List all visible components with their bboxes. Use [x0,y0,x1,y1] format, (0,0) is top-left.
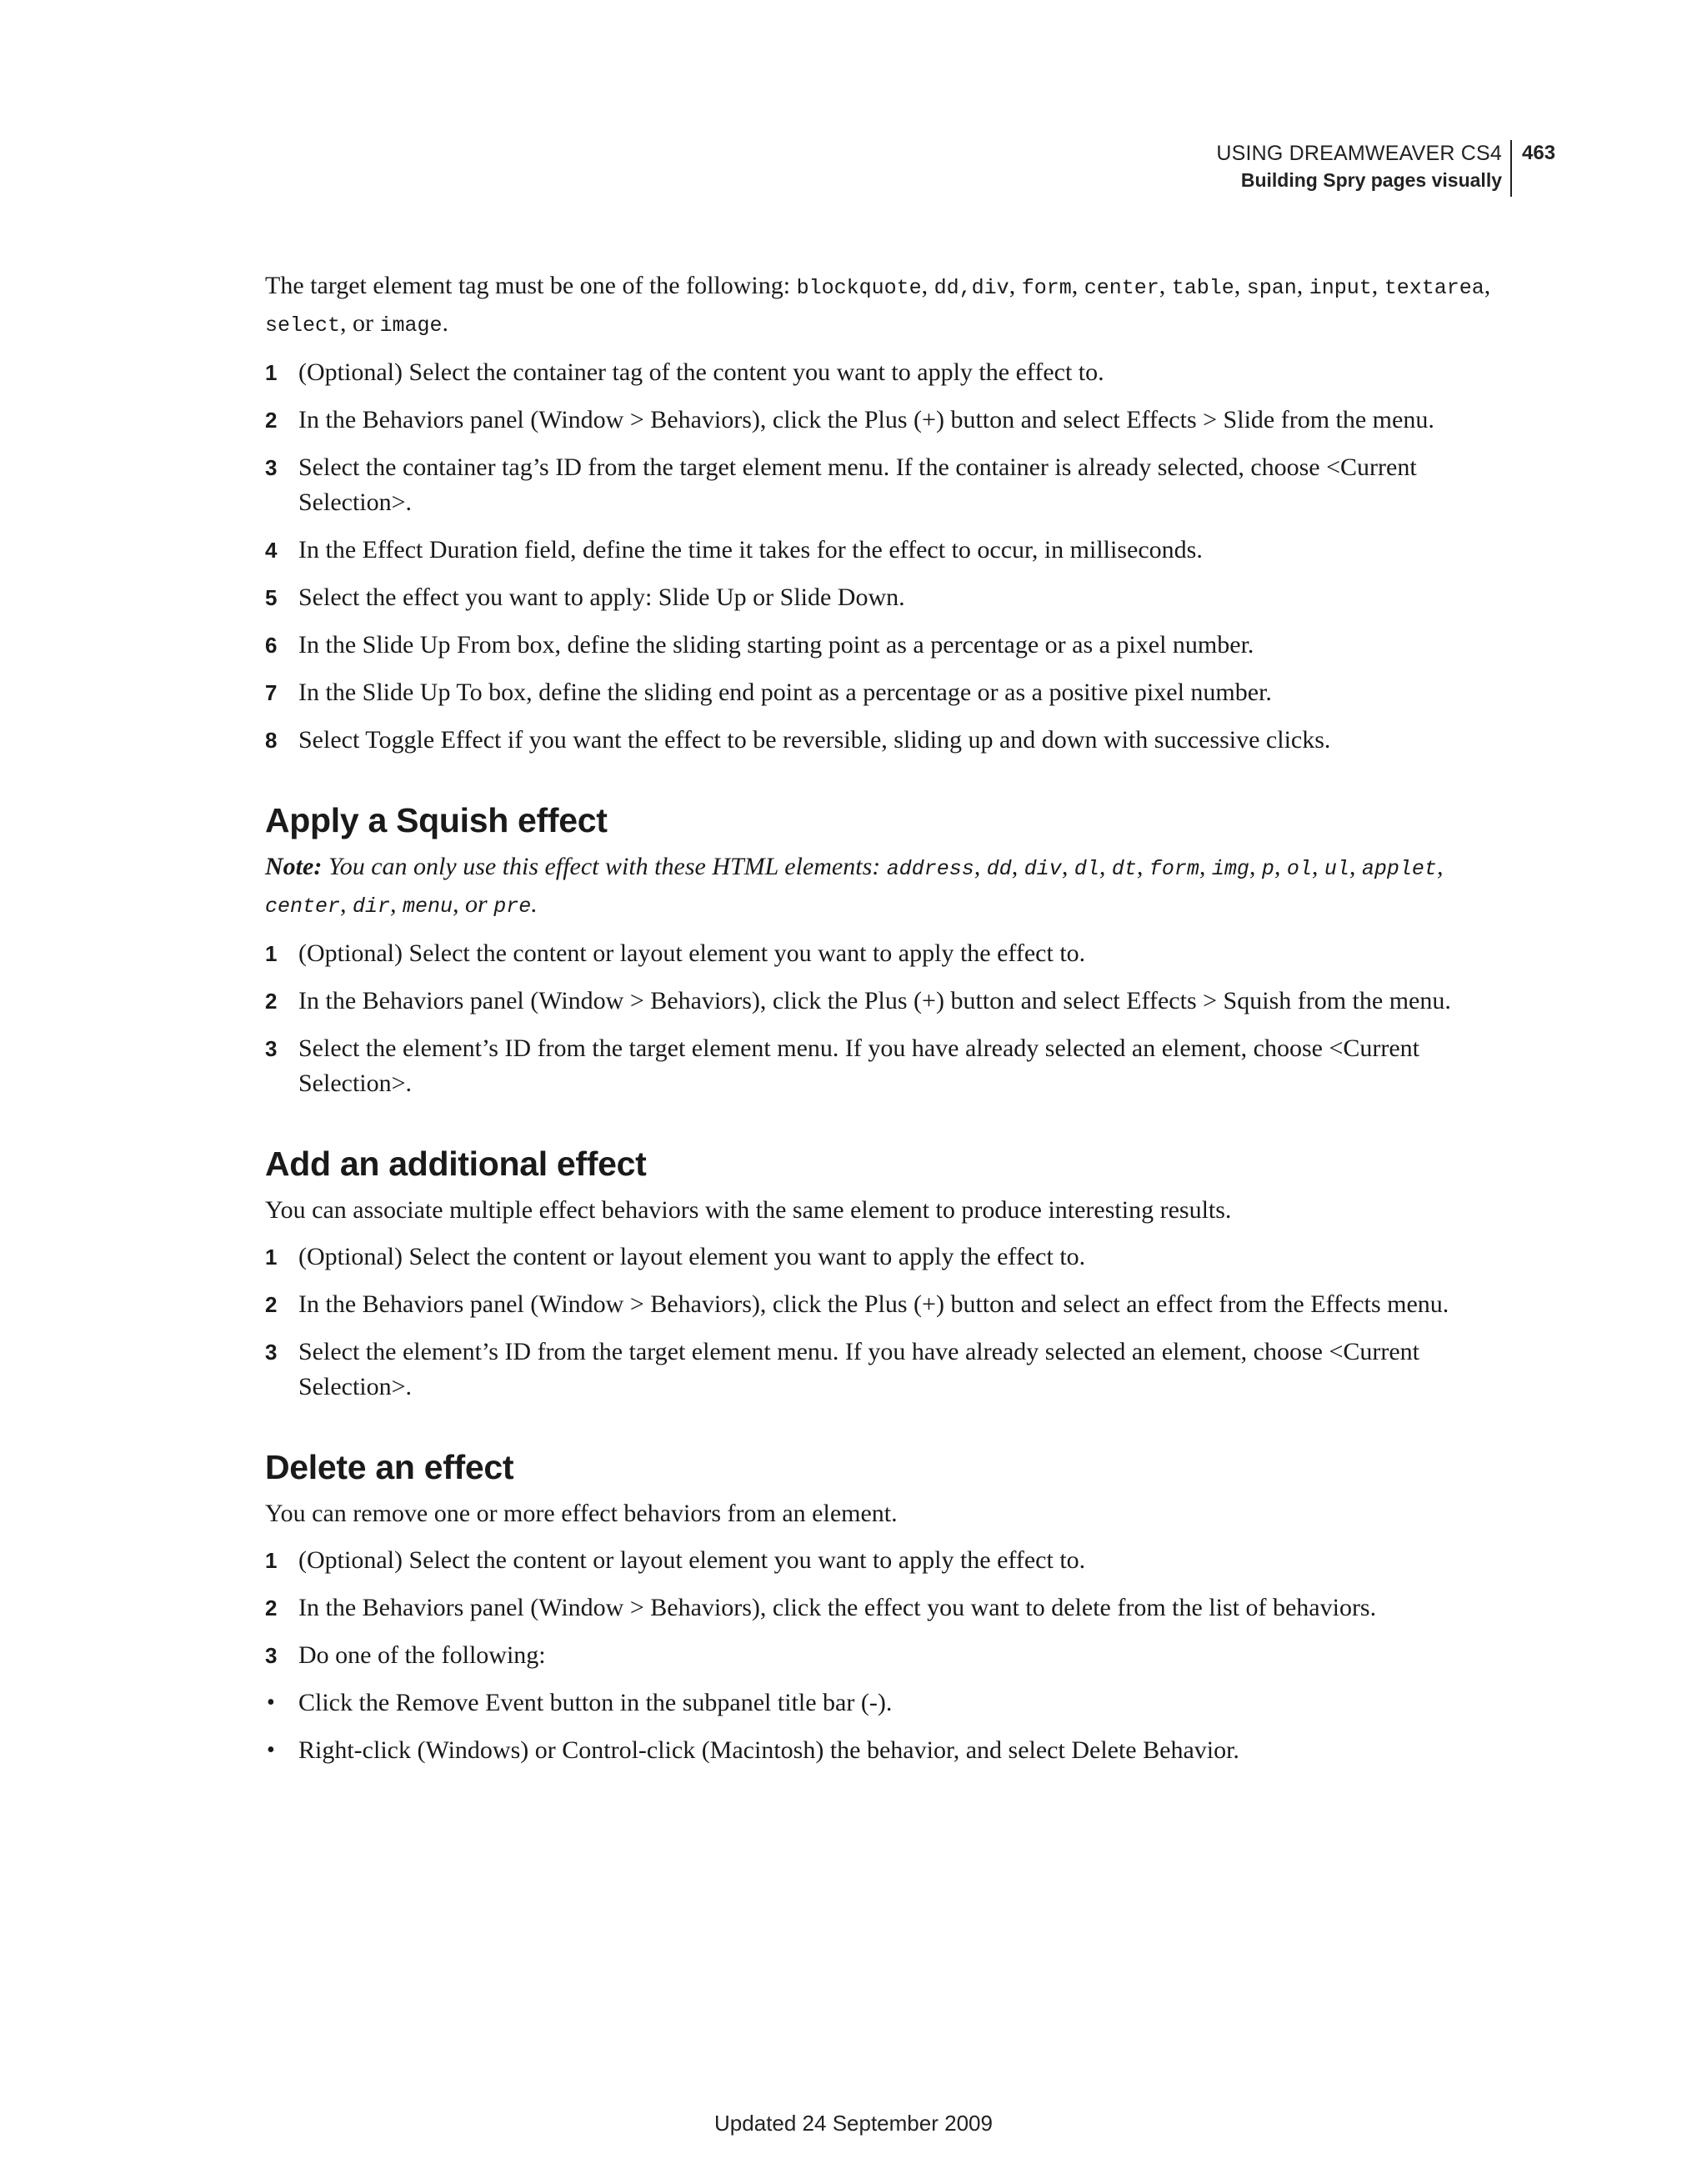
list-item [265,450,1515,520]
step-text: In the Effect Duration field, define the time it takes for the effect to occur, in milliseconds. [298,536,1203,564]
step-number: 6 [265,633,278,658]
tag-code: dir [353,894,391,919]
slide-steps-list [265,355,1515,758]
tag-code: pre [493,894,532,919]
step-text: (Optional) Select the content or layout element you want to apply the effect to. [298,939,1086,967]
intro-text: The target element tag must be one of the following: [265,272,797,299]
bullet-text: Click the Remove Event button in the subpanel title bar (-). [298,1689,893,1716]
step-text: Select the container tag’s ID from the target element menu. If the container is already selected, choose <Current Selection>. [298,453,1417,516]
delete-steps-list [265,1543,1515,1673]
punctuation: . [442,309,449,337]
step-number: 1 [265,941,278,966]
list-item [265,580,1515,615]
tag-code: form [1149,857,1199,881]
step-number: 8 [265,728,278,753]
step-text: Select the element’s ID from the target element menu. If you have already selected an element, choose <Current Selection>. [298,1338,1420,1400]
step-number: 1 [265,1548,278,1573]
bullet-text: Right-click (Windows) or Control-click (Macintosh) the behavior, and select Delete Behavior. [298,1736,1239,1764]
step-number: 3 [265,455,278,480]
step-number: 1 [265,1245,278,1270]
bullet-icon: • [267,1737,275,1763]
step-number: 2 [265,989,278,1014]
tag-code: img [1211,857,1249,881]
step-number: 5 [265,585,278,610]
tag-code: applet [1361,857,1437,881]
list-item [265,936,1515,971]
step-text: (Optional) Select the content or layout element you want to apply the effect to. [298,1546,1086,1574]
section-heading-squish: Apply a Squish effect [265,801,608,839]
tag-code: dl [1074,857,1099,881]
delete-bullets-list [265,1686,1515,1768]
tag-code: span [1246,276,1297,300]
step-text: In the Behaviors panel (Window > Behaviors), click the effect you want to delete from the list of behaviors. [298,1594,1377,1621]
page-number: 463 [1522,142,1556,164]
list-item [265,533,1515,568]
page-footer: Updated 24 September 2009 [714,2111,993,2136]
step-number: 3 [265,1643,278,1668]
section-heading-additional: Add an additional effect [265,1145,647,1183]
tag-code: select [265,313,341,338]
tag-code: textarea [1384,276,1484,300]
list-item [265,355,1515,390]
list-item [265,984,1515,1019]
squish-steps-list [265,936,1515,1101]
or-word: or [353,309,374,337]
step-text: Do one of the following: [298,1641,546,1669]
list-item [265,1686,1515,1721]
step-text: In the Slide Up From box, define the sliding starting point as a percentage or as a pixel number. [298,631,1254,659]
tag-code: center [1084,276,1159,300]
list-item [265,1287,1515,1322]
tag-code: image [379,313,443,338]
step-text: In the Slide Up To box, define the sliding end point as a percentage or as a positive pixel number. [298,679,1272,706]
step-number: 4 [265,538,278,563]
tag-code: dd [934,276,959,300]
tag-code: ul [1324,857,1349,881]
page-content [265,268,1515,1781]
list-item [265,1031,1515,1101]
additional-steps-list [265,1240,1515,1405]
list-item [265,723,1515,758]
step-text: In the Behaviors panel (Window > Behaviors), click the Plus (+) button and select Effects > Slide from the menu. [298,406,1434,433]
tag-code: blockquote [796,276,922,300]
step-number: 2 [265,1292,278,1317]
list-item [265,403,1515,438]
step-text: (Optional) Select the container tag of the content you want to apply the effect to. [298,358,1104,386]
tag-code: p [1261,857,1274,881]
delete-intro: You can remove one or more effect behaviors from an element. [265,1500,898,1527]
note-text: You can only use this effect with these HTML elements: [322,853,887,880]
step-text: In the Behaviors panel (Window > Behaviors), click the Plus (+) button and select an effect from the Effects menu. [298,1290,1449,1318]
list-item [265,628,1515,663]
chapter-title: Building Spry pages visually [1240,169,1502,191]
list-item [265,1335,1515,1405]
punctuation: . [531,890,538,918]
bullet-icon: • [267,1690,275,1716]
tag-code: dt [1111,857,1137,881]
step-number: 2 [265,408,278,433]
tag-code: center [265,894,341,919]
step-number: 3 [265,1340,278,1365]
list-item [265,675,1515,710]
note-paragraph: Note: You can only use this effect with these HTML elements: address, dd, div, dl, dt, form, img, p, ol, ul, applet, center, dir, menu, or pre. [265,853,1444,919]
or-word: or [465,890,488,918]
tag-code: div [971,276,1009,300]
list-item [265,1733,1515,1768]
step-number: 3 [265,1036,278,1061]
step-text: Select the effect you want to apply: Slide Up or Slide Down. [298,584,905,611]
tag-code: address [886,857,974,881]
tag-code: form [1021,276,1072,300]
list-item [265,1638,1515,1673]
step-number: 2 [265,1595,278,1620]
running-header [1216,140,1512,197]
additional-intro: You can associate multiple effect behaviors with the same element to produce interesting results. [265,1196,1232,1224]
step-number: 1 [265,360,278,385]
tag-code: ol [1286,857,1312,881]
tag-code: dd [986,857,1012,881]
step-text: Select the element’s ID from the target element menu. If you have already selected an element, choose <Current Selection>. [298,1034,1420,1097]
step-text: In the Behaviors panel (Window > Behaviors), click the Plus (+) button and select Effects > Squish from the menu. [298,987,1451,1014]
note-label: Note: [265,853,323,880]
tag-code: input [1309,276,1372,300]
list-item [265,1543,1515,1578]
list-item [265,1240,1515,1275]
list-item [265,1590,1515,1625]
step-number: 7 [265,680,278,705]
tag-code: menu [403,894,453,919]
intro-paragraph: The target element tag must be one of the following: blockquote, dd,div, form, center, table, span, input, textarea, select, or image. [265,272,1491,338]
section-heading-delete: Delete an effect [265,1448,514,1486]
tag-code: table [1171,276,1234,300]
book-title: USING DREAMWEAVER CS4 [1216,142,1502,165]
step-text: (Optional) Select the content or layout element you want to apply the effect to. [298,1243,1086,1270]
step-text: Select Toggle Effect if you want the effect to be reversible, sliding up and down with successive clicks. [298,726,1331,754]
tag-code: div [1024,857,1062,881]
